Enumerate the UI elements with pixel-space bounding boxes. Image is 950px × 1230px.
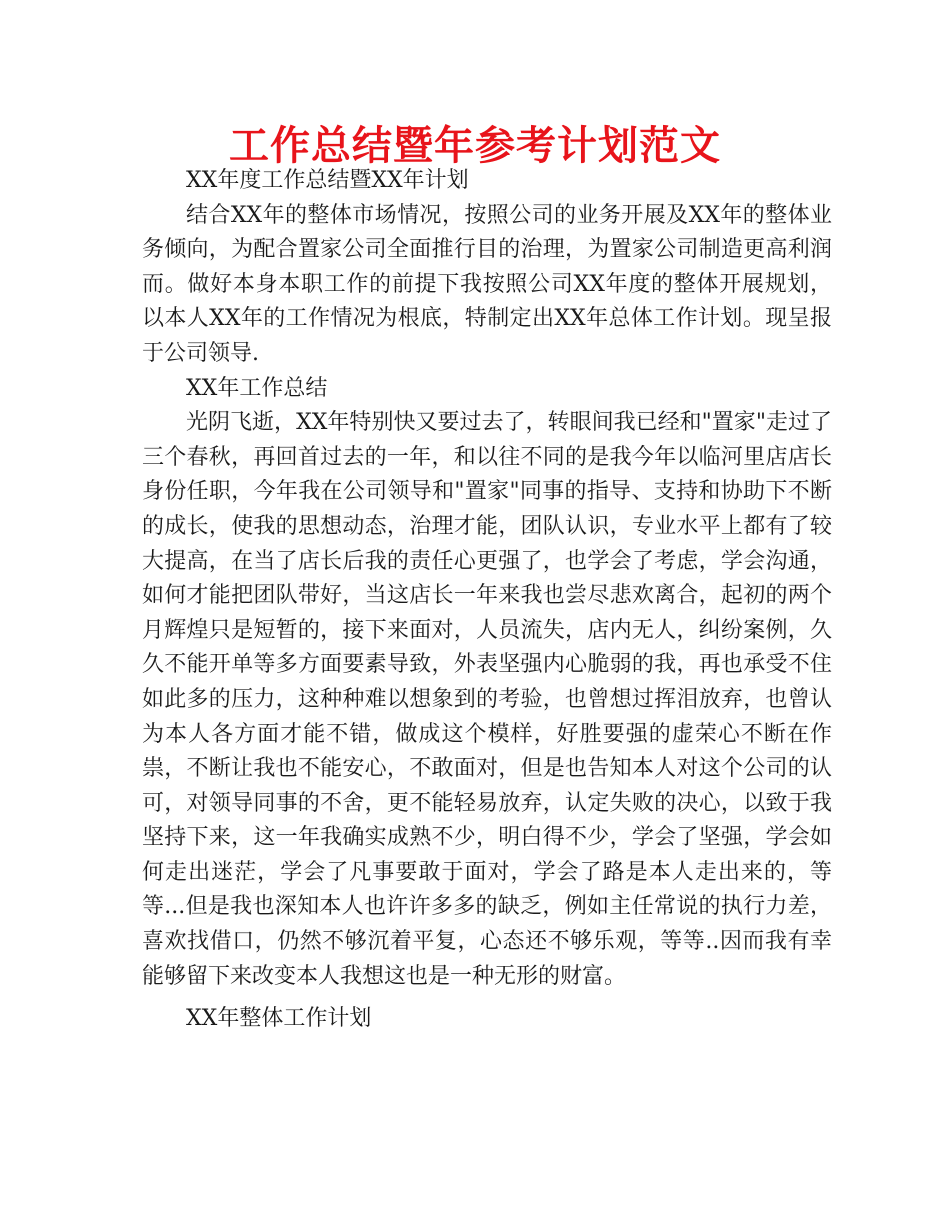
paragraph-heading-plan: XX年度工作总结暨XX年计划 [186,168,469,193]
paragraph-heading-overall-plan: XX年整体工作计划 [186,1006,372,1032]
paragraph-intro: 结合XX年的整体市场情况，按照公司的业务开展及XX年的整体业务倾向，为配合置家公司全面推行目的治理，为置家公司制造更高利润而。做好本身本职工作的前提下我按照公司XX年度的整体开展规划，以本人XX年的工作情况为根底，特制定出XX年总体工作计划。现呈报于公司领导. [142,202,832,366]
paragraph-summary: 光阴飞逝，XX年特别快又要过去了，转眼间我已经和"置家"走过了三个春秋，再回首过去的一年，和以往不同的是我今年以临河里店店长身份任职，今年我在公司领导和"置家"同事的指导、支持和协助下不断的成长，使我的思想动态，治理才能，团队认识，专业水平上都有了较大提高，在当了店长后我的责任心更强了，也学会了考虑，学会沟通，如何才能把团队带好，当这店长一年来我也尝尽悲欢离合，起初的两个月辉煌只是短暂的，接下来面对，人员流失，店内无人，纠纷案例，久久不能开单等多方面要素导致，外表坚强内心脆弱的我，再也承受不住如此多的压力，这种种难以想象到的考验，也曾想过挥泪放弃，也曾认为本人各方面才能不错，做成这个模样，好胜要强的虚荣心不断在作祟，不断让我也不能安心，不敢面对，但是也告知本人对这个公司的认可，对领导同事的不舍，更不能轻易放弃，认定失败的决心，以致于我坚持下来，这一年我确实成熟不少，明白得不少，学会了坚强，学会如何走出迷茫，学会了凡事要敢于面对，学会了路是本人走出来的，等等...但是我也深知本人也许许多多的缺乏，例如主任常说的执行力差，喜欢找借口，仍然不够沉着平复，心态还不够乐观，等等..因而我有幸能够留下来改变本人我想这也是一种无形的财富。 [142,410,832,989]
document-title: 工作总结暨年参考计划范文 [229,122,721,169]
paragraph-heading-summary: XX年工作总结 [186,375,328,401]
document-body [142,164,832,1037]
